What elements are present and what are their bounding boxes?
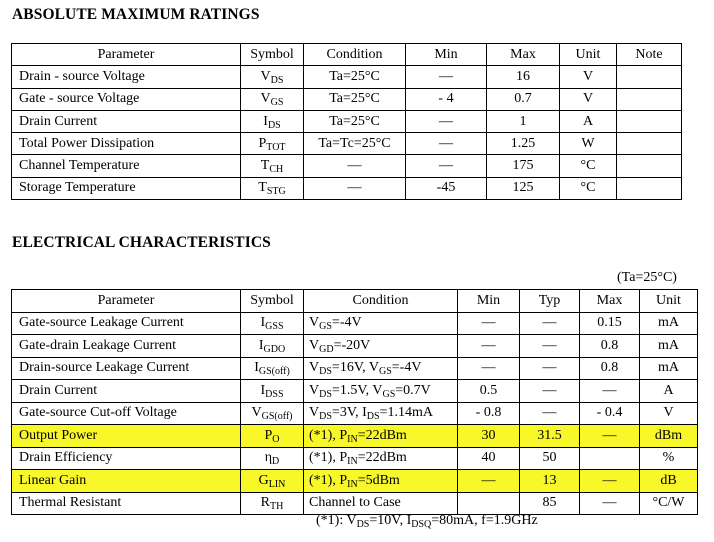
symbol-cell: [241, 492, 304, 515]
abs-max-heading: ABSOLUTE MAXIMUM RATINGS: [12, 6, 260, 23]
typ-cell: —: [520, 380, 580, 403]
unit-cell: %: [640, 447, 698, 470]
parameter-cell: Drain-source Leakage Current: [12, 357, 241, 380]
note-cell: [617, 155, 682, 177]
column-header: Unit: [640, 290, 698, 313]
typ-cell: —: [520, 357, 580, 380]
parameter-cell: Drain Current: [12, 380, 241, 403]
min-cell: 0.5: [458, 380, 520, 403]
min-cell: - 0.8: [458, 402, 520, 425]
text-segment: =5dBm: [357, 472, 400, 488]
unit-cell: dB: [640, 470, 698, 493]
text-segment: (*1), P: [309, 427, 348, 443]
table-row: [12, 492, 698, 515]
abs-max-table: [11, 43, 682, 200]
parameter-cell: Gate-source Cut-off Voltage: [12, 402, 241, 425]
min-cell: [458, 492, 520, 515]
subscript-text: GS: [319, 321, 332, 333]
max-cell: 1.25: [487, 133, 560, 155]
text-segment: Channel to Case: [309, 495, 401, 511]
condition-cell: [304, 492, 458, 515]
symbol-main: I: [260, 382, 266, 398]
note-cell: [617, 110, 682, 132]
symbol-subscript: STG: [266, 186, 286, 198]
symbol-subscript: DSS: [265, 388, 284, 400]
condition-cell: [304, 312, 458, 335]
subscript-text: DS: [366, 411, 380, 423]
text-segment: V: [309, 405, 320, 421]
condition-cell: [304, 447, 458, 470]
symbol-subscript: TOT: [266, 141, 286, 153]
min-cell: 30: [458, 425, 520, 448]
symbol-main: V: [260, 91, 271, 107]
column-header: Max: [580, 290, 640, 313]
symbol-subscript: GS(off): [261, 411, 293, 423]
symbol-main: T: [258, 180, 267, 196]
parameter-cell: Channel Temperature: [12, 155, 241, 177]
max-cell: 1: [487, 110, 560, 132]
table-row: [12, 357, 698, 380]
note-cell: [617, 88, 682, 110]
symbol-main: R: [260, 495, 270, 511]
parameter-cell: Storage Temperature: [12, 177, 241, 199]
table-row: [12, 155, 682, 177]
parameter-cell: Drain Current: [12, 110, 241, 132]
symbol-main: I: [258, 337, 264, 353]
highlighted-row: [12, 425, 698, 448]
subscript-text: DS: [319, 411, 332, 423]
symbol-main: P: [258, 135, 267, 151]
max-cell: —: [580, 380, 640, 403]
table-row: [12, 133, 682, 155]
symbol-cell: [241, 470, 304, 493]
min-cell: 40: [458, 447, 520, 470]
symbol-main: G: [258, 472, 269, 488]
symbol-subscript: GS(off): [258, 366, 290, 378]
subscript-text: DS: [356, 519, 370, 530]
text-segment: =1.14mA: [379, 405, 433, 421]
unit-cell: V: [560, 66, 617, 88]
unit-cell: W: [560, 133, 617, 155]
max-cell: 0.8: [580, 357, 640, 380]
typ-cell: —: [520, 402, 580, 425]
table-row: [12, 88, 682, 110]
text-segment: =1.5V, V: [331, 382, 383, 398]
symbol-main: I: [260, 315, 266, 331]
symbol-subscript: DS: [270, 74, 284, 86]
symbol-cell: [241, 177, 304, 199]
subscript-text: GD: [319, 343, 334, 355]
symbol-subscript: GS: [270, 97, 284, 109]
subscript-text: DSQ: [411, 519, 432, 530]
symbol-cell: [241, 447, 304, 470]
condition-cell: [304, 470, 458, 493]
symbol-main: I: [254, 360, 259, 376]
text-segment: V: [309, 382, 320, 398]
symbol-subscript: D: [272, 456, 280, 468]
symbol-subscript: O: [272, 433, 280, 445]
unit-cell: A: [560, 110, 617, 132]
column-header: Max: [487, 44, 560, 66]
symbol-cell: [241, 402, 304, 425]
column-header: Condition: [304, 290, 458, 313]
note-cell: [617, 66, 682, 88]
column-header: Symbol: [241, 290, 304, 313]
max-cell: 125: [487, 177, 560, 199]
symbol-cell: [241, 133, 304, 155]
note-cell: [617, 133, 682, 155]
condition-cell: [304, 402, 458, 425]
parameter-cell: Total Power Dissipation: [12, 133, 241, 155]
subscript-text: IN: [347, 433, 358, 445]
text-segment: (*1): V: [316, 513, 357, 528]
table-row: [12, 66, 682, 88]
min-cell: —: [406, 155, 487, 177]
table-row: [12, 447, 698, 470]
typ-cell: 50: [520, 447, 580, 470]
column-header: Symbol: [241, 44, 304, 66]
max-cell: —: [580, 470, 640, 493]
ambient-temp-note: (Ta=25°C): [617, 270, 677, 285]
column-header: Min: [406, 44, 487, 66]
min-cell: —: [458, 357, 520, 380]
text-segment: (*1), P: [309, 472, 348, 488]
text-segment: =-4V: [391, 360, 422, 376]
max-cell: 16: [487, 66, 560, 88]
condition-cell: —: [304, 155, 406, 177]
parameter-cell: Drain - source Voltage: [12, 66, 241, 88]
min-cell: —: [458, 470, 520, 493]
subscript-text: IN: [347, 478, 358, 490]
column-header: Min: [458, 290, 520, 313]
parameter-cell: Gate - source Voltage: [12, 88, 241, 110]
symbol-main: V: [260, 68, 271, 84]
min-cell: -45: [406, 177, 487, 199]
text-segment: =80mA, f=1.9GHz: [431, 513, 538, 528]
highlighted-row: [12, 470, 698, 493]
text-segment: =10V, I: [369, 513, 412, 528]
max-cell: 175: [487, 155, 560, 177]
typ-cell: —: [520, 312, 580, 335]
max-cell: —: [580, 425, 640, 448]
condition-cell: —: [304, 177, 406, 199]
symbol-cell: [241, 155, 304, 177]
typ-cell: 13: [520, 470, 580, 493]
table-row: [12, 402, 698, 425]
min-cell: —: [406, 110, 487, 132]
text-segment: =0.7V: [395, 382, 431, 398]
min-cell: —: [406, 66, 487, 88]
text-segment: V: [309, 360, 320, 376]
min-cell: —: [458, 312, 520, 335]
parameter-cell: Drain Efficiency: [12, 447, 241, 470]
condition-cell: Ta=25°C: [304, 88, 406, 110]
subscript-text: GS: [382, 388, 396, 400]
symbol-subscript: CH: [269, 164, 284, 176]
symbol-main: I: [263, 113, 268, 129]
symbol-main: η: [264, 450, 273, 466]
subscript-text: DS: [319, 388, 332, 400]
max-cell: 0.8: [580, 335, 640, 358]
symbol-cell: [241, 335, 304, 358]
text-segment: =-20V: [333, 337, 371, 353]
symbol-cell: [241, 88, 304, 110]
typ-cell: 31.5: [520, 425, 580, 448]
symbol-cell: [241, 312, 304, 335]
unit-cell: A: [640, 380, 698, 403]
symbol-main: T: [260, 158, 270, 174]
parameter-cell: Gate-source Leakage Current: [12, 312, 241, 335]
column-header: Condition: [304, 44, 406, 66]
max-cell: - 0.4: [580, 402, 640, 425]
elec-char-heading: ELECTRICAL CHARACTERISTICS: [12, 234, 271, 251]
symbol-cell: [241, 380, 304, 403]
unit-cell: °C: [560, 177, 617, 199]
condition-cell: Ta=25°C: [304, 110, 406, 132]
symbol-main: V: [251, 405, 262, 421]
text-segment: V: [309, 315, 320, 331]
table-row: [12, 177, 682, 199]
subscript-text: IN: [347, 456, 358, 468]
symbol-subscript: DS: [267, 119, 281, 131]
condition-cell: [304, 357, 458, 380]
unit-cell: mA: [640, 312, 698, 335]
note-cell: [617, 177, 682, 199]
column-header: Note: [617, 44, 682, 66]
text-segment: =3V, I: [331, 405, 367, 421]
unit-cell: V: [560, 88, 617, 110]
unit-cell: °C: [560, 155, 617, 177]
condition-cell: [304, 335, 458, 358]
symbol-subscript: LIN: [268, 478, 286, 490]
typ-cell: —: [520, 335, 580, 358]
text-segment: =22dBm: [357, 450, 407, 466]
max-cell: —: [580, 492, 640, 515]
unit-cell: V: [640, 402, 698, 425]
symbol-subscript: TH: [270, 501, 284, 513]
column-header: Unit: [560, 44, 617, 66]
max-cell: 0.15: [580, 312, 640, 335]
column-header: Parameter: [12, 290, 241, 313]
table-row: [12, 335, 698, 358]
min-cell: —: [458, 335, 520, 358]
table-row: [12, 312, 698, 335]
table-row: [12, 380, 698, 403]
footnote: [316, 513, 538, 529]
unit-cell: mA: [640, 357, 698, 380]
symbol-subscript: GSS: [265, 321, 284, 333]
text-segment: =-4V: [331, 315, 362, 331]
column-header: Parameter: [12, 44, 241, 66]
parameter-cell: Output Power: [12, 425, 241, 448]
unit-cell: mA: [640, 335, 698, 358]
symbol-main: P: [264, 427, 273, 443]
symbol-subscript: GDO: [263, 343, 286, 355]
condition-cell: [304, 380, 458, 403]
parameter-cell: Gate-drain Leakage Current: [12, 335, 241, 358]
column-header: Typ: [520, 290, 580, 313]
max-cell: [580, 447, 640, 470]
text-segment: =16V, V: [331, 360, 379, 376]
parameter-cell: Linear Gain: [12, 470, 241, 493]
symbol-cell: [241, 110, 304, 132]
table-row: [12, 110, 682, 132]
condition-cell: Ta=25°C: [304, 66, 406, 88]
condition-cell: [304, 425, 458, 448]
unit-cell: dBm: [640, 425, 698, 448]
condition-cell: Ta=Tc=25°C: [304, 133, 406, 155]
text-segment: (*1), P: [309, 450, 348, 466]
symbol-cell: [241, 357, 304, 380]
text-segment: =22dBm: [357, 427, 407, 443]
symbol-cell: [241, 66, 304, 88]
min-cell: —: [406, 133, 487, 155]
elec-char-table: [11, 289, 698, 515]
parameter-cell: Thermal Resistant: [12, 492, 241, 515]
text-segment: V: [309, 337, 320, 353]
max-cell: 0.7: [487, 88, 560, 110]
typ-cell: 85: [520, 492, 580, 515]
unit-cell: °C/W: [640, 492, 698, 515]
subscript-text: DS: [319, 366, 332, 378]
min-cell: - 4: [406, 88, 487, 110]
symbol-cell: [241, 425, 304, 448]
subscript-text: GS: [378, 366, 392, 378]
